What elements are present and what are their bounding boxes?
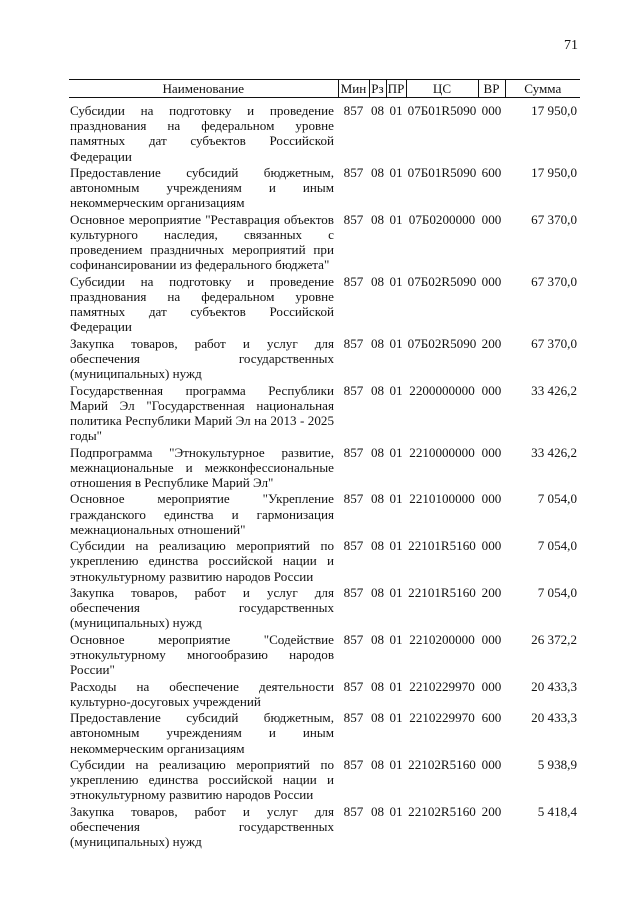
section-code: 08 [370, 273, 385, 289]
amount: 7 054,0 [537, 584, 577, 600]
amount: 33 426,2 [531, 382, 577, 398]
table-row [69, 274, 580, 336]
amount: 20 433,3 [531, 710, 577, 726]
expense-type-code: 000 [481, 444, 502, 460]
item-name: Государственная программа Республики Марий Эл "Государственная национальная политика Республики Марий Эл на 2013 - 2025 годы" [70, 382, 334, 444]
header-name: Наименование [69, 80, 338, 98]
ministry-code: 857 [343, 273, 364, 289]
ministry-code: 857 [343, 165, 364, 180]
amount: 7 054,0 [537, 538, 577, 554]
target-article-code: 2210229970 [409, 710, 475, 726]
amount: 5 938,9 [537, 756, 577, 772]
subsection-code: 01 [389, 382, 403, 398]
item-name: Субсидии на реализацию мероприятий по укреплению единства российской нации и этнокультурному развитию народов России [70, 756, 334, 803]
target-article-code: 2210229970 [409, 678, 475, 694]
table-row [69, 165, 580, 212]
section-code: 08 [370, 678, 385, 694]
ministry-code: 857 [343, 103, 364, 118]
section-code: 08 [370, 335, 385, 351]
subsection-code: 01 [389, 803, 403, 819]
expense-type-code: 000 [481, 756, 502, 772]
expense-type-code: 000 [481, 491, 502, 507]
item-name: Закупка товаров, работ и услуг для обеспечения государственных (муниципальных) нужд [70, 335, 334, 382]
target-article-code: 22101R5160 [408, 538, 476, 554]
section-code: 08 [370, 103, 385, 118]
section-code: 08 [370, 710, 385, 726]
item-name: Основное мероприятие "Укрепление гражданского единства и гармонизация межнациональных отношений" [70, 491, 334, 537]
ministry-code: 857 [343, 584, 364, 600]
ministry-code: 857 [343, 756, 364, 772]
target-article-code: 22102R5160 [408, 756, 476, 772]
section-code: 08 [370, 382, 385, 398]
table-row [69, 491, 580, 538]
ministry-code: 857 [343, 335, 364, 351]
item-name: Закупка товаров, работ и услуг для обеспечения государственных (муниципальных) нужд [70, 584, 334, 631]
item-name: Закупка товаров, работ и услуг для обеспечения государственных (муниципальных) нужд [70, 803, 334, 850]
item-name: Субсидии на подготовку и проведение празднования на федеральном уровне памятных дат субъектов Российской Федерации [70, 273, 334, 335]
page-number: 71 [564, 38, 578, 53]
table-row [69, 383, 580, 445]
item-name: Предоставление субсидий бюджетным, автономным учреждениям и иным некоммерческим организациям [70, 165, 334, 211]
ministry-code: 857 [343, 382, 364, 398]
item-name: Основное мероприятие "Содействие этнокультурному многообразию народов России" [70, 631, 334, 678]
target-article-code: 22101R5160 [408, 584, 476, 600]
item-name: Субсидии на реализацию мероприятий по укреплению единства российской нации и этнокультурному развитию народов России [70, 538, 334, 584]
target-article-code: 07Б02R5090 [407, 335, 477, 351]
item-name: Расходы на обеспечение деятельности культурно-досуговых учреждений [70, 678, 334, 709]
expense-type-code: 000 [481, 538, 502, 554]
table-row [69, 212, 580, 274]
subsection-code: 01 [389, 103, 403, 118]
target-article-code: 2210100000 [409, 491, 475, 507]
expense-type-code: 000 [481, 273, 502, 289]
subsection-code: 01 [389, 273, 403, 289]
section-code: 08 [370, 631, 385, 647]
ministry-code: 857 [343, 631, 364, 647]
header-cs: ЦС [406, 80, 478, 98]
budget-table [69, 79, 580, 851]
subsection-code: 01 [389, 710, 403, 726]
table-row [69, 98, 580, 166]
expense-type-code: 000 [481, 678, 502, 694]
table-row [69, 757, 580, 804]
table-row [69, 804, 580, 851]
header-sum: Сумма [505, 80, 580, 98]
target-article-code: 07Б0200000 [408, 211, 476, 227]
amount: 67 370,0 [531, 211, 577, 227]
expense-type-code: 000 [481, 631, 502, 647]
subsection-code: 01 [389, 538, 403, 554]
ministry-code: 857 [343, 444, 364, 460]
ministry-code: 857 [343, 803, 364, 819]
ministry-code: 857 [343, 678, 364, 694]
subsection-code: 01 [389, 678, 403, 694]
amount: 67 370,0 [531, 335, 577, 351]
table-row [69, 445, 580, 492]
header-rz: Рз [369, 80, 386, 98]
section-code: 08 [370, 803, 385, 819]
target-article-code: 07Б01R5090 [407, 103, 477, 118]
amount: 7 054,0 [537, 491, 577, 507]
amount: 5 418,4 [537, 803, 577, 819]
subsection-code: 01 [389, 165, 403, 180]
expense-type-code: 200 [481, 335, 502, 351]
ministry-code: 857 [343, 211, 364, 227]
target-article-code: 2200000000 [409, 382, 475, 398]
target-article-code: 2210000000 [409, 444, 475, 460]
amount: 17 950,0 [531, 103, 577, 118]
amount: 26 372,2 [531, 631, 577, 647]
subsection-code: 01 [389, 491, 403, 507]
item-name: Субсидии на подготовку и проведение празднования на федеральном уровне памятных дат субъектов Российской Федерации [70, 103, 334, 164]
table-header-row [69, 80, 580, 98]
expense-type-code: 600 [481, 710, 502, 726]
table-row [69, 538, 580, 585]
subsection-code: 01 [389, 335, 403, 351]
amount: 20 433,3 [531, 678, 577, 694]
expense-type-code: 200 [481, 584, 502, 600]
expense-type-code: 000 [481, 103, 502, 118]
table-body [69, 98, 580, 851]
section-code: 08 [370, 211, 385, 227]
target-article-code: 22102R5160 [408, 803, 476, 819]
header-vr: ВР [478, 80, 505, 98]
expense-type-code: 200 [481, 803, 502, 819]
ministry-code: 857 [343, 491, 364, 507]
table-row [69, 710, 580, 757]
section-code: 08 [370, 756, 385, 772]
amount: 67 370,0 [531, 273, 577, 289]
section-code: 08 [370, 444, 385, 460]
expense-type-code: 000 [481, 382, 502, 398]
subsection-code: 01 [389, 631, 403, 647]
section-code: 08 [370, 491, 385, 507]
subsection-code: 01 [389, 584, 403, 600]
expense-type-code: 600 [481, 165, 502, 180]
amount: 33 426,2 [531, 444, 577, 460]
subsection-code: 01 [389, 756, 403, 772]
ministry-code: 857 [343, 710, 364, 726]
expense-type-code: 000 [481, 211, 502, 227]
header-min: Мин [338, 80, 369, 98]
table-row [69, 632, 580, 679]
section-code: 08 [370, 584, 385, 600]
item-name: Основное мероприятие "Реставрация объектов культурного наследия, связанных с проведением праздничных мероприятий при софинансировании из федерального бюджета" [70, 211, 334, 273]
target-article-code: 07Б01R5090 [407, 165, 477, 180]
ministry-code: 857 [343, 538, 364, 554]
subsection-code: 01 [389, 211, 403, 227]
section-code: 08 [370, 165, 385, 180]
amount: 17 950,0 [531, 165, 577, 180]
table-row [69, 585, 580, 632]
table-row [69, 679, 580, 711]
item-name: Предоставление субсидий бюджетным, автономным учреждениям и иным некоммерческим организациям [70, 710, 334, 756]
table-row [69, 336, 580, 383]
item-name: Подпрограмма "Этнокультурное развитие, межнациональные и межконфессиональные отношения в Республике Марий Эл" [70, 444, 334, 490]
section-code: 08 [370, 538, 385, 554]
header-pr: ПР [387, 80, 405, 96]
target-article-code: 07Б02R5090 [407, 273, 477, 289]
subsection-code: 01 [389, 444, 403, 460]
target-article-code: 2210200000 [409, 631, 475, 647]
